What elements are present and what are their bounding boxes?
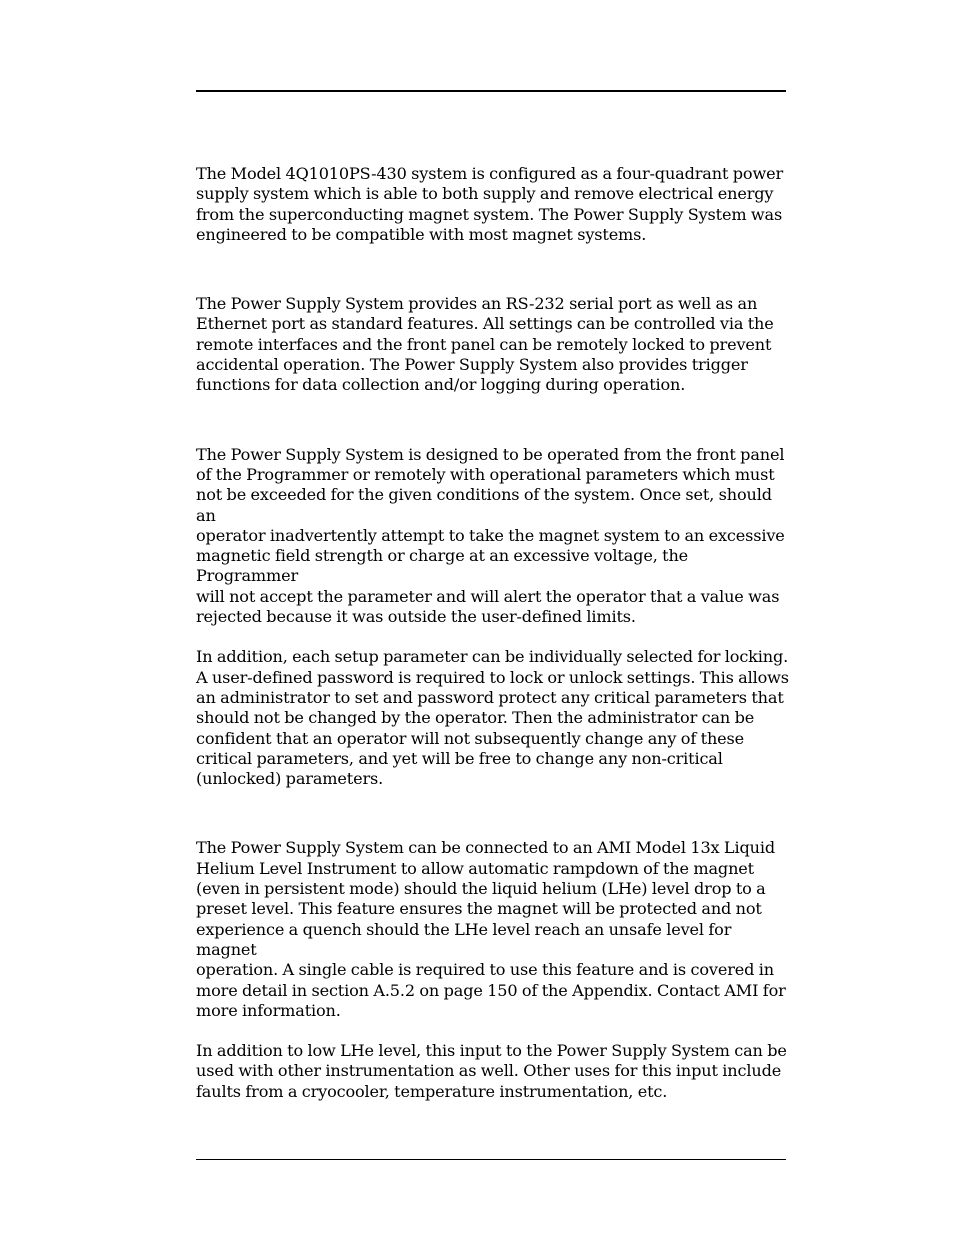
section-limits-and-locking (196, 445, 791, 790)
section-remote-interfaces (196, 294, 791, 395)
page-body (196, 164, 791, 1102)
paragraph-parameter-locking: In addition, each setup parameter can be individually selected for locking. A user-defined password is required to lock or unlock settings. This allows an administrator to set and password protect any critical parameters that should not be changed by the operator. Then the administrator can be confident that an operator will not subsequently change any of these critical parameters, and yet will be free to change any non-critical (unlocked) parameters. (196, 647, 789, 789)
section-configuration (196, 164, 791, 245)
header-rule (196, 90, 786, 92)
section-lhe-level-input (196, 838, 791, 1102)
paragraph-operational-limits: The Power Supply System is designed to be operated from the front panel of the Programmer or remotely with operational parameters which must not be exceeded for the given conditions of the system. Once set, should an operator inadvertently attempt to take the magnet system to an excessive magnetic field strength or charge at an excessive voltage, the Programmer will not accept the parameter and will alert the operator that a value was rejected because it was outside the user-defined limits. (196, 444, 785, 627)
footer-rule (196, 1159, 786, 1160)
paragraph-configuration: The Model 4Q1010PS-430 system is configured as a four-quadrant power supply system which is able to both supply and remove electrical energy from the superconducting magnet system. The Power Supply System was engineered to be compatible with most magnet systems. (196, 164, 783, 244)
paragraph-lhe-rampdown: The Power Supply System can be connected to an AMI Model 13x Liquid Helium Level Instrument to allow automatic rampdown of the magnet (even in persistent mode) should the liquid helium (LHe) level drop to a preset level. This feature ensures the magnet will be protected and not experience a quench should the LHe level reach an unsafe level for magnet operation. A single cable is required to use this feature and is covered in more detail in section A.5.2 on page 150 of the Appendix. Contact AMI for more information. (196, 838, 786, 1020)
paragraph-remote-interfaces: The Power Supply System provides an RS-232 serial port as well as an Ethernet port as standard features. All settings can be controlled via the remote interfaces and the front panel can be remotely locked to prevent accidental operation. The Power Supply System also provides trigger functions for data collection and/or logging during operation. (196, 294, 774, 395)
paragraph-other-uses: In addition to low LHe level, this input to the Power Supply System can be used with other instrumentation as well. Other uses for this input include faults from a cryocooler, temperature instrumentation, etc. (196, 1041, 787, 1101)
